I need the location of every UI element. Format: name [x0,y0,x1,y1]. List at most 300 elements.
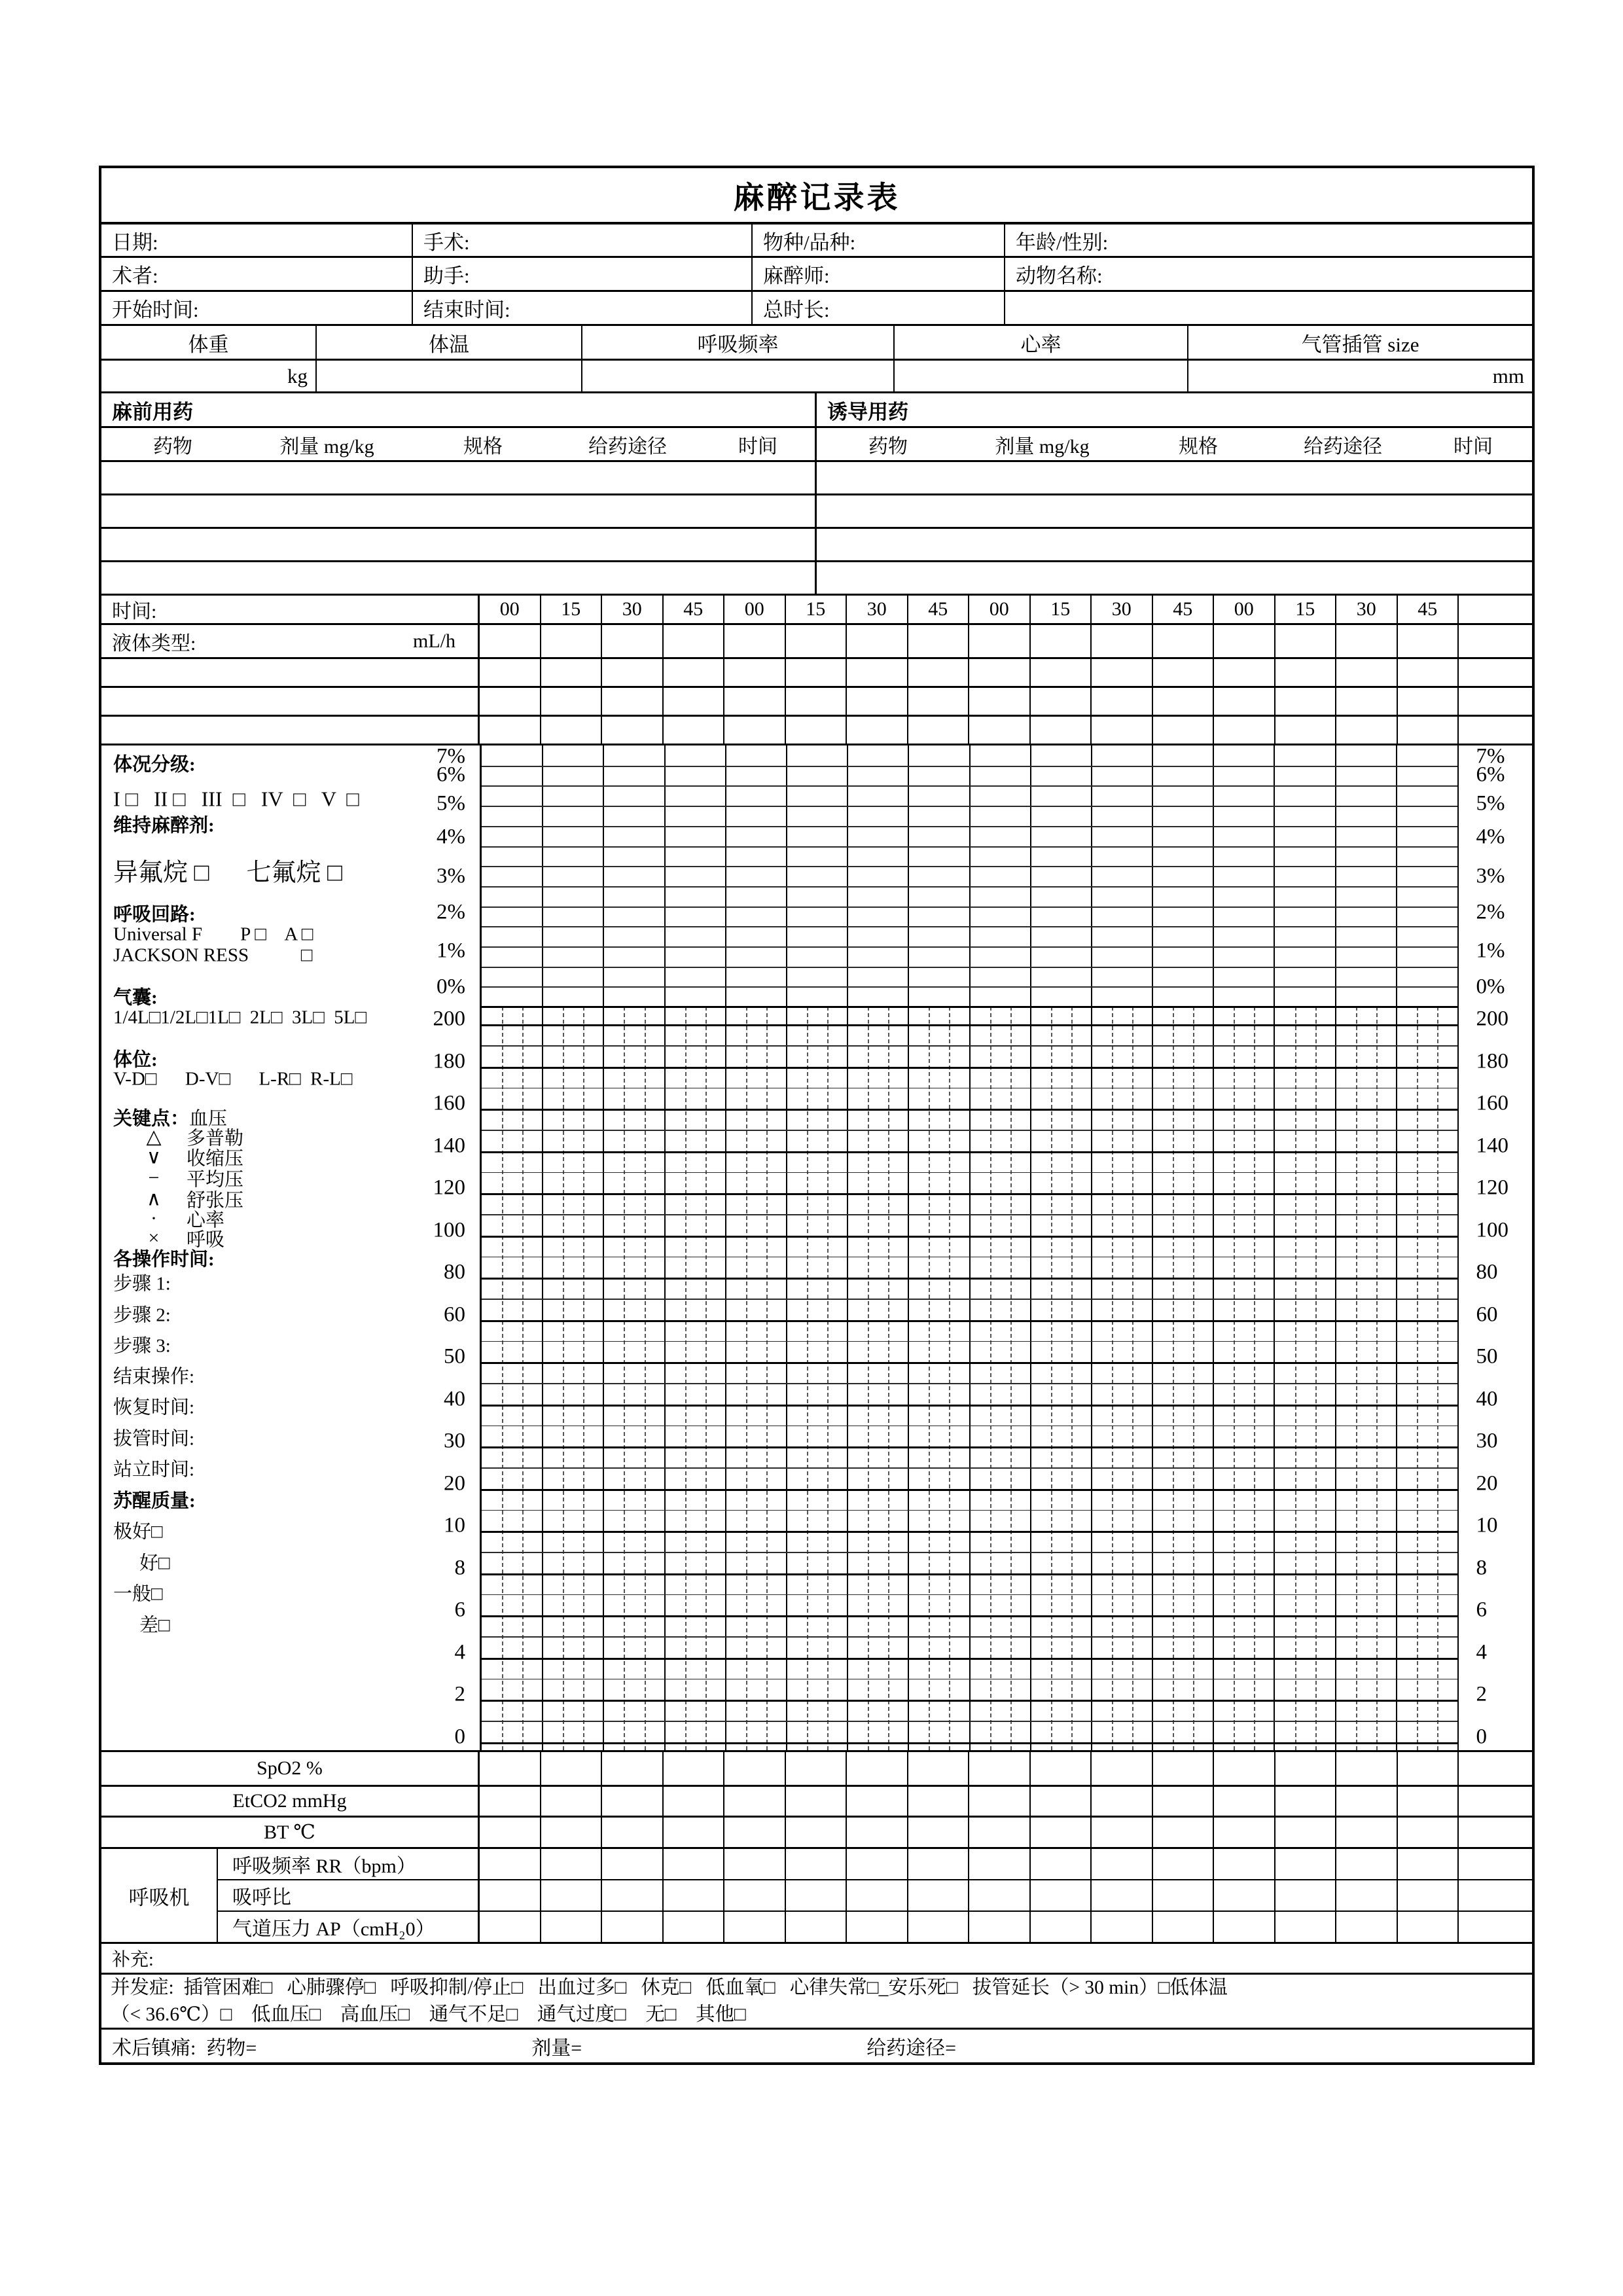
extra-grid-row [101,688,1532,717]
extra-row-label [101,659,480,686]
y-axis-label: 140 [433,1134,465,1157]
vitals-minor-grid-line [482,1679,1457,1680]
mean-pressure-label: 平均压 [187,1169,244,1191]
grid-entry-cell [480,1880,541,1910]
grid-entry-cell [1214,1912,1275,1942]
end-time-label: 结束时间: [423,298,510,321]
grid-entry-cell [480,625,541,657]
induction-columns [817,428,1532,460]
grid-entry-cell [1153,1818,1215,1847]
time-header-row [101,596,1532,625]
grid-entry-cell [908,1912,970,1942]
drug-row [101,529,1532,562]
vitals-minor-grid-line [482,1636,1457,1638]
bt-label: BT ℃ [101,1818,480,1847]
five-min-dashed-line [766,1007,768,1750]
grid-entry-cell [480,659,541,686]
grid-column-line [664,745,666,1750]
y-axis-label: 7% [1476,744,1505,768]
grid-entry-cell [1153,659,1215,686]
grid-entry-cell [664,717,725,744]
percent-grid-line [482,866,1457,867]
chart-right-axis [1459,745,1533,1750]
grid-entry-cell [908,1787,970,1816]
recovery-time-label: 恢复时间: [113,1397,195,1418]
grid-entry-cell [1031,1849,1092,1879]
y-axis-label: 2 [454,1682,465,1706]
grid-entry-cell [1214,625,1275,657]
grid-entry-cell [480,717,541,744]
vitals-minor-grid-line [482,1214,1457,1215]
rebreathing-bag-label: 气囊: [113,987,158,1009]
drug-column-header: 药物 [868,435,908,457]
ventilator-ie-row [218,1880,1532,1912]
grid-entry-cell [664,1787,725,1816]
grid-column-line [542,745,543,1750]
five-min-dashed-line [502,1007,503,1750]
five-min-dashed-line [929,1007,930,1750]
grid-entry-cell [602,1787,664,1816]
y-axis-label: 6 [1476,1598,1487,1622]
etco2-cells [480,1787,1459,1816]
percent-grid-line [482,785,1457,787]
grid-entry-cell [1398,717,1459,744]
medication-section-row [101,393,1532,428]
grid-entry-cell [1031,717,1092,744]
systolic-symbol: ∨ [147,1146,161,1168]
grid-entry-cell [602,659,664,686]
vitals-major-grid-line [482,1278,1457,1280]
grid-entry-cell [724,1880,786,1910]
vitals-minor-grid-line [482,1426,1457,1427]
duration-field [753,292,1005,324]
drug-column-header: 规格 [1179,435,1218,457]
step1-label: 步骤 1: [113,1273,171,1295]
grid-entry-cell [1336,1818,1398,1847]
premed-section-label: 麻前用药 [101,393,817,426]
complications-line1: 并发症: 插管困难□ 心肺骤停□ 呼吸抑制/停止□ 出血过多□ 休克□ 低血氧□ 心律失常□_安乐死□ 拔管延长（> 30 min）□低体温 [111,1977,1228,1998]
doppler-label: 多普勒 [187,1128,244,1149]
grid-entry-cell [724,688,786,715]
grid-entry-cell [969,1787,1031,1816]
drug-column-header: 药物 [153,435,192,457]
grid-column-line [847,745,848,1750]
mean-pressure-symbol: − [148,1167,160,1189]
grid-column-line [1152,745,1153,1750]
five-min-dashed-line [1071,1007,1073,1750]
percent-grid-line [482,906,1457,908]
grid-entry-cell [1398,688,1459,715]
grid-entry-cell [541,1880,603,1910]
grid-entry-cell [847,625,908,657]
vitals-minor-grid-line [482,1172,1457,1174]
five-min-dashed-line [807,1007,808,1750]
postop-drug-label: 药物= [206,2037,257,2059]
grid-column-line [969,745,971,1750]
premed-entry-cell [101,462,817,493]
condition-grade-options: I □ II □ III □ IV □ V □ [113,787,359,811]
grid-entry-cell [908,688,970,715]
vitals-major-grid-line [482,1193,1457,1195]
postop-label: 术后镇痛: [112,2037,196,2059]
grid-entry-cell [602,1849,664,1879]
five-min-dashed-line [868,1007,869,1750]
grid-entry-cell [1275,1912,1337,1942]
y-axis-label: 3% [1476,864,1505,888]
grid-column-line [1396,745,1397,1750]
y-axis-label: 4 [454,1640,465,1664]
position-label: 体位: [113,1049,158,1071]
y-axis-label: 100 [1476,1218,1508,1242]
grid-entry-cell [1153,1849,1215,1879]
grid-entry-cell [1398,1880,1459,1910]
grid-entry-cell [664,688,725,715]
grid-entry-cell [1031,1880,1092,1910]
y-axis-label: 4% [1476,825,1505,849]
percent-grid-line [482,766,1457,767]
vitals-minor-grid-line [482,1510,1457,1511]
grid-entry-cell [724,1787,786,1816]
percent-grid-line [482,826,1457,827]
y-axis-label: 140 [1476,1134,1508,1157]
five-min-dashed-line [1254,1007,1255,1750]
ventilator-ie-trailing [1459,1880,1532,1910]
grid-entry-cell [480,1849,541,1879]
position-options: V-D□ D-V□ L-R□ R-L□ [113,1068,353,1090]
title-row [101,168,1532,224]
info-row-staff [101,258,1532,292]
grid-entry-cell [1153,717,1215,744]
grid-entry-cell [541,688,603,715]
five-min-dashed-line [1234,1007,1235,1750]
grid-entry-cell [908,1849,970,1879]
kg-unit: kg [287,364,308,387]
vitals-minor-grid-line [482,1299,1457,1300]
grid-entry-cell [541,625,603,657]
grid-entry-cell [1336,1880,1398,1910]
step3-label: 步骤 3: [113,1335,171,1357]
y-axis-label: 8 [1476,1556,1487,1579]
grid-entry-cell [1153,1912,1215,1942]
recovery-excellent-option: 极好□ [113,1521,163,1543]
grid-entry-cell [908,625,970,657]
vitals-major-grid-line [482,1067,1457,1069]
grid-entry-cell [1153,1787,1215,1816]
surgeon-field [101,258,413,290]
grid-column-line [786,745,787,1750]
induction-entry-cell [817,495,1532,527]
grid-entry-cell [1092,1880,1153,1910]
grid-entry-cell [664,1912,725,1942]
grid-entry-cell [1214,1752,1275,1785]
five-min-dashed-line [990,1007,991,1750]
operation-times-label: 各操作时间: [113,1249,215,1270]
surgery-label: 手术: [423,230,470,254]
y-axis-label: 50 [1476,1344,1498,1369]
y-axis-label: 50 [444,1344,465,1369]
time-row-label: 时间: [101,596,480,623]
y-axis-label: 0% [1476,975,1505,999]
grid-entry-cell [1031,1818,1092,1847]
y-axis-label: 60 [444,1302,465,1326]
time-slot: 00 [480,596,541,623]
vitals-major-grid-line [482,1615,1457,1617]
grid-entry-cell [541,1752,603,1785]
assistant-label: 助手: [423,264,470,287]
y-axis-label: 3% [437,864,465,888]
grid-entry-cell [786,1880,847,1910]
y-axis-label: 120 [1476,1175,1508,1200]
y-axis-label: 0 [454,1725,465,1748]
date-field [101,224,413,256]
grid-entry-cell [1214,717,1275,744]
spo2-cells [480,1752,1459,1785]
keypoints-label: 关键点：血压 [113,1108,228,1130]
grid-entry-cell [1336,1849,1398,1879]
grid-entry-cell [1398,659,1459,686]
five-min-dashed-line [685,1007,687,1750]
y-axis-label: 4% [437,825,465,849]
grid-entry-cell [1153,1752,1215,1785]
chart-left-panel [101,745,480,1750]
grid-entry-cell [847,1849,908,1879]
grid-entry-cell [1275,659,1337,686]
drug-row [101,462,1532,495]
y-axis-label: 200 [433,1007,465,1031]
grid-entry-cell [724,1752,786,1785]
grid-entry-cell [786,625,847,657]
grid-entry-cell [786,1787,847,1816]
start-time-label: 开始时间: [112,298,199,321]
fluid-type-label: 液体类型: [112,632,196,655]
complications-line2: （< 36.6℃）□ 低血压□ 高血压□ 通气不足□ 通气过度□ 无□ 其他□ [111,2003,746,2025]
time-slot: 15 [1031,596,1092,623]
duration-label: 总时长: [763,298,830,321]
drug-column-header: 时间 [738,435,777,457]
grid-entry-cell [1092,688,1153,715]
step2-label: 步骤 2: [113,1304,171,1326]
ventilator-ap-trailing [1459,1912,1532,1942]
ventilator-rr-trailing [1459,1849,1532,1879]
vitals-major-grid-line [482,1531,1457,1533]
supplement-row [101,1944,1532,1975]
five-min-dashed-line [522,1007,524,1750]
grid-entry-cell [1336,717,1398,744]
grid-entry-cell [847,1912,908,1942]
y-axis-label: 1% [1476,939,1505,963]
ventilator-block [101,1849,1532,1944]
percent-grid-line [482,886,1457,888]
y-axis-label: 120 [433,1175,465,1200]
vitals-minor-grid-line [482,1594,1457,1596]
grid-column-line [1091,745,1092,1750]
vitals-minor-grid-line [482,1088,1457,1089]
hr-value-cell [895,361,1188,391]
grid-entry-cell [847,659,908,686]
age-sex-field [1005,224,1532,256]
age-sex-label: 年龄/性别: [1016,230,1109,254]
mm-unit: mm [1492,364,1524,387]
rebreathing-bag-options: 1/4L□1/2L□1L□ 2L□ 3L□ 5L□ [113,1007,366,1028]
vitals-major-grid-line [482,1658,1457,1660]
grid-entry-cell [1336,1752,1398,1785]
fluid-trailing-cell [1459,625,1532,657]
grid-entry-cell [1275,1787,1337,1816]
extra-grid-row [101,659,1532,688]
recovery-quality-label: 苏醒质量: [113,1490,196,1512]
grid-entry-cell [664,1849,725,1879]
grid-entry-cell [847,688,908,715]
grid-entry-cell [847,1787,908,1816]
extra-row-cells [480,659,1459,686]
anesthetist-field [753,258,1005,290]
vitals-major-grid-line [482,1236,1457,1238]
animal-name-label: 动物名称: [1016,264,1103,287]
five-min-dashed-line [1356,1007,1357,1750]
diastolic-label: 舒张压 [187,1190,244,1211]
grid-entry-cell [724,659,786,686]
grid-entry-cell [1153,1880,1215,1910]
five-min-dashed-line [1193,1007,1194,1750]
condition-grade-label: 体况分级: [113,754,196,776]
percent-grid-line [482,846,1457,848]
recovery-poor-option: 差□ [139,1615,170,1636]
vitals-major-grid-line [482,1405,1457,1407]
postop-route-label: 给药途径= [866,2037,957,2059]
y-axis-label: 20 [1476,1471,1498,1495]
grid-entry-cell [724,1849,786,1879]
vitals-minor-grid-line [482,1257,1457,1258]
heart-rate-symbol: · [151,1208,157,1229]
grid-entry-cell [969,1849,1031,1879]
grid-column-line [1213,745,1214,1750]
grid-entry-cell [786,1818,847,1847]
postop-analgesia-row [101,2030,1532,2062]
grid-entry-cell [1398,1849,1459,1879]
grid-entry-cell [786,1912,847,1942]
grid-entry-cell [1336,1787,1398,1816]
end-operation-label: 结束操作: [113,1366,195,1388]
species-field [753,224,1005,256]
time-slot: 30 [1336,596,1398,623]
y-axis-label: 0% [437,975,465,999]
weight-unit-cell [101,361,317,391]
vitals-major-grid-line [482,1109,1457,1111]
extra-row-label [101,717,480,744]
grid-entry-cell [1336,1912,1398,1942]
grid-entry-cell [1214,1818,1275,1847]
grid-entry-cell [1092,1818,1153,1847]
grid-entry-cell [969,717,1031,744]
grid-entry-cell [724,1818,786,1847]
y-axis-label: 1% [437,939,465,963]
assistant-field [413,258,753,290]
ventilator-ie-cells [480,1880,1459,1910]
grid-entry-cell [1153,625,1215,657]
vitals-minor-grid-line [482,1552,1457,1553]
vitals-minor-grid-line [482,1467,1457,1469]
fluid-row-label [101,625,480,657]
time-trailing-cell [1459,596,1532,623]
five-min-dashed-line [1051,1007,1052,1750]
spo2-label: SpO2 % [101,1752,480,1785]
grid-entry-cell [541,1818,603,1847]
grid-entry-cell [602,717,664,744]
grid-entry-cell [1214,688,1275,715]
spo2-trailing-cell [1459,1752,1532,1785]
grid-column-line [1030,745,1031,1750]
grid-entry-cell [786,1849,847,1879]
grid-entry-cell [1275,717,1337,744]
grid-entry-cell [480,1818,541,1847]
grid-entry-cell [602,625,664,657]
drug-column-header: 给药途径 [1304,435,1382,457]
species-label: 物种/品种: [763,230,856,254]
grid-entry-cell [1092,659,1153,686]
vitals-minor-grid-line [482,1045,1457,1047]
y-axis-label: 100 [433,1218,465,1242]
vitals-header-row [101,326,1532,361]
diastolic-symbol: ∧ [147,1188,161,1210]
grid-entry-cell [1398,1912,1459,1942]
extra-trailing-cell [1459,659,1532,686]
anesthetist-label: 麻醉师: [763,264,830,287]
grid-column-line [1274,745,1275,1750]
five-min-dashed-line [746,1007,747,1750]
end-time-field [413,292,753,324]
grid-entry-cell [1031,1912,1092,1942]
spo2-row [101,1752,1532,1787]
five-min-dashed-line [645,1007,646,1750]
y-axis-label: 180 [433,1049,465,1073]
five-min-dashed-line [1437,1007,1438,1750]
y-axis-label: 2 [1476,1682,1487,1706]
etco2-label: EtCO2 mmHg [101,1787,480,1816]
time-slot: 15 [786,596,847,623]
y-axis-label: 5% [437,791,465,816]
respiration-label: 呼吸 [187,1229,225,1251]
drug-row [101,562,1532,596]
induction-entry-cell [817,529,1532,560]
grid-entry-cell [786,1752,847,1785]
grid-entry-cell [541,1849,603,1879]
grid-column-line [603,745,604,1750]
grid-entry-cell [969,1880,1031,1910]
grid-entry-cell [969,1752,1031,1785]
et-tube-header: 气管插管 size [1301,332,1419,356]
induction-entry-cell [817,462,1532,493]
percent-grid-line [482,986,1457,988]
grid-entry-cell [1275,1818,1337,1847]
grid-entry-cell [1092,1787,1153,1816]
grid-column-line [908,745,909,1750]
percent-grid-line [482,926,1457,927]
vitals-major-grid-line [482,1151,1457,1153]
grid-entry-cell [664,1880,725,1910]
y-axis-label: 6% [1476,762,1505,787]
five-min-dashed-line [1112,1007,1113,1750]
systolic-label: 收缩压 [187,1148,244,1170]
grid-entry-cell [786,659,847,686]
time-slot: 30 [847,596,908,623]
drug-column-header: 给药途径 [588,435,667,457]
y-axis-label: 180 [1476,1049,1508,1073]
grid-entry-cell [724,717,786,744]
percent-vitals-divider [482,1006,1457,1008]
grid-entry-cell [1214,1849,1275,1879]
bt-row [101,1818,1532,1849]
grid-entry-cell [1092,1849,1153,1879]
